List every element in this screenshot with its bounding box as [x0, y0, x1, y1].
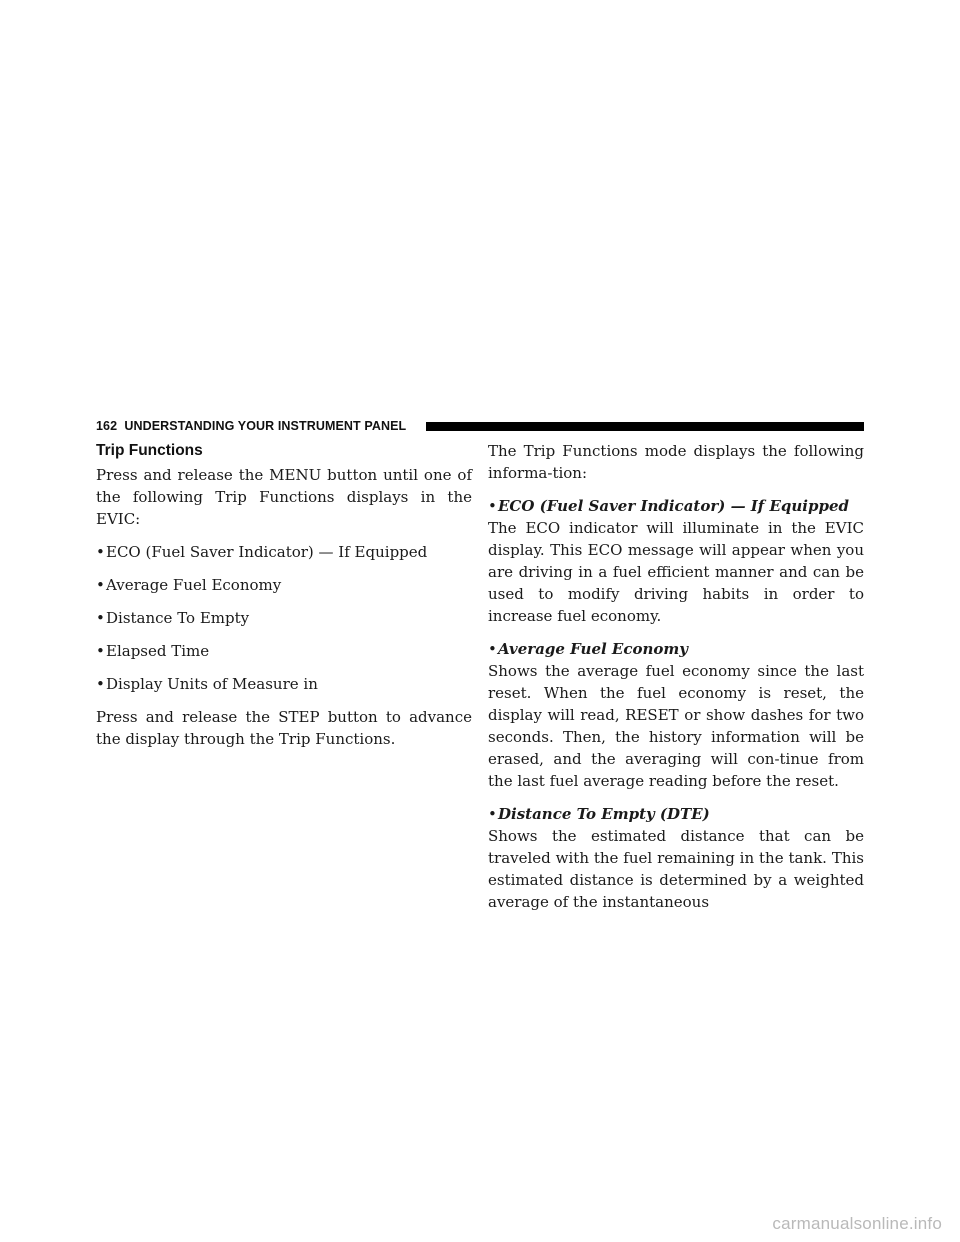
list-item — [96, 673, 472, 695]
header-rule — [426, 422, 864, 431]
entry-body: Shows the estimated distance that can be traveled with the fuel remaining in the tank. This estimated distance is determined by a weighted average of the instantaneous — [488, 827, 864, 911]
list-item — [96, 640, 472, 662]
bullet-icon: • — [96, 675, 105, 693]
header-text — [96, 419, 406, 433]
list-item-text: Elapsed Time — [106, 642, 210, 660]
left-outro: Press and release the STEP button to advance the display through the Trip Functions. — [96, 708, 472, 748]
list-item — [96, 541, 472, 563]
list-item-text: ECO (Fuel Saver Indicator) — If Equipped — [106, 543, 428, 561]
bullet-icon: • — [488, 497, 497, 515]
page-header — [96, 417, 864, 437]
list-item-text: Distance To Empty — [106, 609, 250, 627]
bullet-icon: • — [96, 576, 105, 594]
entry-heading — [488, 495, 864, 517]
list-item-text: Average Fuel Economy — [106, 576, 282, 594]
watermark: carmanualsonline.info — [772, 1214, 942, 1233]
list-item — [96, 607, 472, 629]
entry-heading-text: Average Fuel Economy — [498, 640, 688, 658]
entry-body: The ECO indicator will illuminate in the EVIC display. This ECO message will appear when you are driving in a fuel efficient manner and can be used to modify driving habits in order to increase fuel economy. — [488, 519, 864, 625]
entry-heading-text: Distance To Empty (DTE) — [498, 805, 710, 823]
left-column — [96, 440, 472, 750]
entry-heading-text: ECO (Fuel Saver Indicator) — If Equipped — [498, 497, 850, 515]
entry-heading — [488, 638, 864, 660]
page-number: 162 — [96, 419, 118, 433]
trip-functions-heading: Trip Functions — [96, 442, 203, 459]
bullet-icon: • — [488, 640, 497, 658]
bullet-icon: • — [96, 543, 105, 561]
bullet-icon: • — [96, 609, 105, 627]
list-item — [96, 574, 472, 596]
entry-body: Shows the average fuel economy since the last reset. When the fuel economy is reset, the display will read, RESET or show dashes for two seconds. Then, the history information will be erased, and the averaging will con-tinue from the last fuel average reading before the reset. — [488, 662, 864, 790]
bullet-icon: • — [96, 642, 105, 660]
left-intro: Press and release the MENU button until one of the following Trip Functions displays in the EVIC: — [96, 466, 472, 528]
right-column — [488, 440, 864, 913]
bullet-icon: • — [488, 805, 497, 823]
section-title: UNDERSTANDING YOUR INSTRUMENT PANEL — [124, 419, 407, 433]
entry-heading — [488, 803, 864, 825]
right-intro: The Trip Functions mode displays the following informa-tion: — [488, 442, 864, 482]
list-item-text: Display Units of Measure in — [106, 675, 318, 693]
